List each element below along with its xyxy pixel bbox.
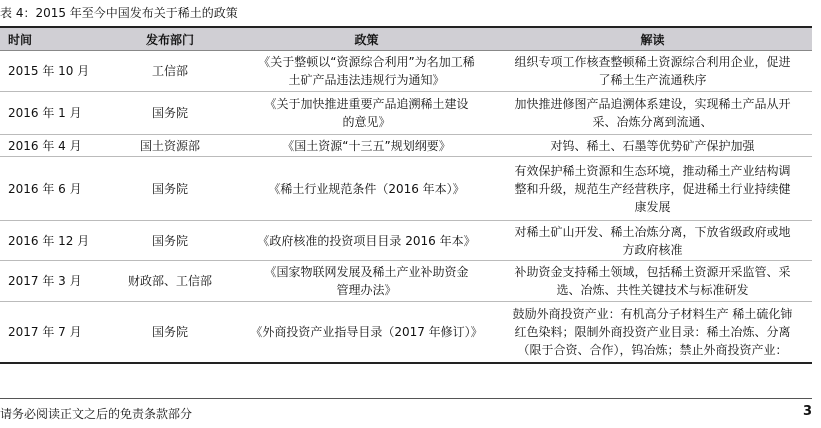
text-line: （限于合资、合作），钨冶炼；禁止外商投资产业：: [517, 342, 788, 357]
cell-interpretation: [493, 261, 812, 302]
footer-disclaimer: 请务必阅读正文之后的免责条款部分: [0, 407, 193, 421]
cell-time: 2015 年 10 月: [0, 51, 100, 92]
text-line: 对稀土矿山开发、稀土冶炼分离，下放省级政府或地: [514, 224, 791, 239]
table-row: [0, 261, 812, 302]
cell-policy: [240, 135, 493, 157]
cell-policy: [240, 302, 493, 363]
cell-policy: [240, 51, 493, 92]
cell-time: 2016 年 12 月: [0, 221, 100, 261]
text-line: 组织专项工作核查整顿稀土资源综合利用企业，促进: [514, 55, 791, 69]
cell-interpretation: [493, 51, 812, 92]
cell-policy: [240, 92, 493, 135]
text-line: 选、冶炼、共性关键技术与标准研发: [556, 283, 749, 297]
table-body: [0, 51, 812, 363]
text-line: 了稀土生产流通秩序: [598, 73, 707, 87]
text-line: 《政府核准的投资项目目录 2016 年本》: [257, 233, 476, 248]
cell-interpretation: [493, 135, 812, 157]
cell-policy: [240, 157, 493, 221]
cell-department: 工信部: [100, 51, 240, 92]
cell-department: 国土资源部: [100, 135, 240, 157]
table-row: [0, 51, 812, 92]
cell-interpretation: [493, 302, 812, 363]
cell-department: 国务院: [100, 92, 240, 135]
text-line: 的意见》: [342, 115, 391, 129]
text-line: 红色染料；限制外商投资产业目录：稀土冶炼、分离: [514, 324, 791, 339]
table-header-row: [0, 27, 812, 51]
table-caption: 表 4：2015 年至今中国发布关于稀土的政策: [0, 6, 238, 20]
cell-time: 2016 年 6 月: [0, 157, 100, 221]
cell-department: 财政部、工信部: [100, 261, 240, 302]
policy-table: [0, 26, 812, 364]
table-row: [0, 92, 812, 135]
text-line: 康发展: [634, 199, 671, 214]
cell-time: 2017 年 3 月: [0, 261, 100, 302]
cell-interpretation: [493, 157, 812, 221]
text-line: 鼓励外商投资产业：有机高分子材料生产 稀土硫化铈: [512, 306, 793, 321]
cell-department: 国务院: [100, 157, 240, 221]
text-line: 整和升级，规范生产经营秩序，促进稀土行业持续健: [514, 181, 791, 196]
footer-divider: [0, 398, 812, 399]
column-header-department: 发布部门: [100, 27, 240, 51]
text-line: 《国家物联网发展及稀土产业补助资金: [264, 265, 469, 279]
column-header-interpretation: 解读: [493, 27, 812, 51]
column-header-policy: 政策: [240, 27, 493, 51]
cell-time: 2016 年 1 月: [0, 92, 100, 135]
text-line: 《稀土行业规范条件（2016 年本）》: [268, 181, 465, 196]
text-line: 《关于加快推进重要产品追溯稀土建设: [264, 97, 469, 111]
text-line: 土矿产品违法违规行为通知》: [288, 73, 445, 87]
column-header-time: 时间: [0, 27, 100, 51]
text-line: 补助资金支持稀土领域，包括稀土资源开采监管、采: [514, 265, 791, 279]
table-row: [0, 221, 812, 261]
text-line: 采、冶炼分离到流通、: [592, 115, 713, 129]
text-line: 有效保护稀土资源和生态环境，推动稀土产业结构调: [514, 163, 791, 178]
text-line: 《外商投资产业指导目录（2017 年修订）》: [250, 324, 483, 339]
table-row: [0, 157, 812, 221]
text-line: 对钨、稀土、石墨等优势矿产保护加强: [550, 138, 755, 153]
cell-department: 国务院: [100, 221, 240, 261]
text-line: 加快推进修图产品追溯体系建设，实现稀土产品从开: [514, 97, 791, 111]
text-line: 《国土资源“十三五”规划纲要》: [282, 138, 451, 153]
text-line: 管理办法》: [336, 283, 397, 297]
table-row: [0, 302, 812, 363]
table-row: [0, 135, 812, 157]
cell-policy: [240, 221, 493, 261]
text-line: 《关于整顿以“资源综合利用”为名加工稀: [258, 55, 475, 69]
cell-policy: [240, 261, 493, 302]
cell-time: 2016 年 4 月: [0, 135, 100, 157]
cell-time: 2017 年 7 月: [0, 302, 100, 363]
page-number: 3: [802, 404, 812, 419]
cell-interpretation: [493, 221, 812, 261]
cell-department: 国务院: [100, 302, 240, 363]
text-line: 方政府核准: [622, 242, 683, 257]
cell-interpretation: [493, 92, 812, 135]
